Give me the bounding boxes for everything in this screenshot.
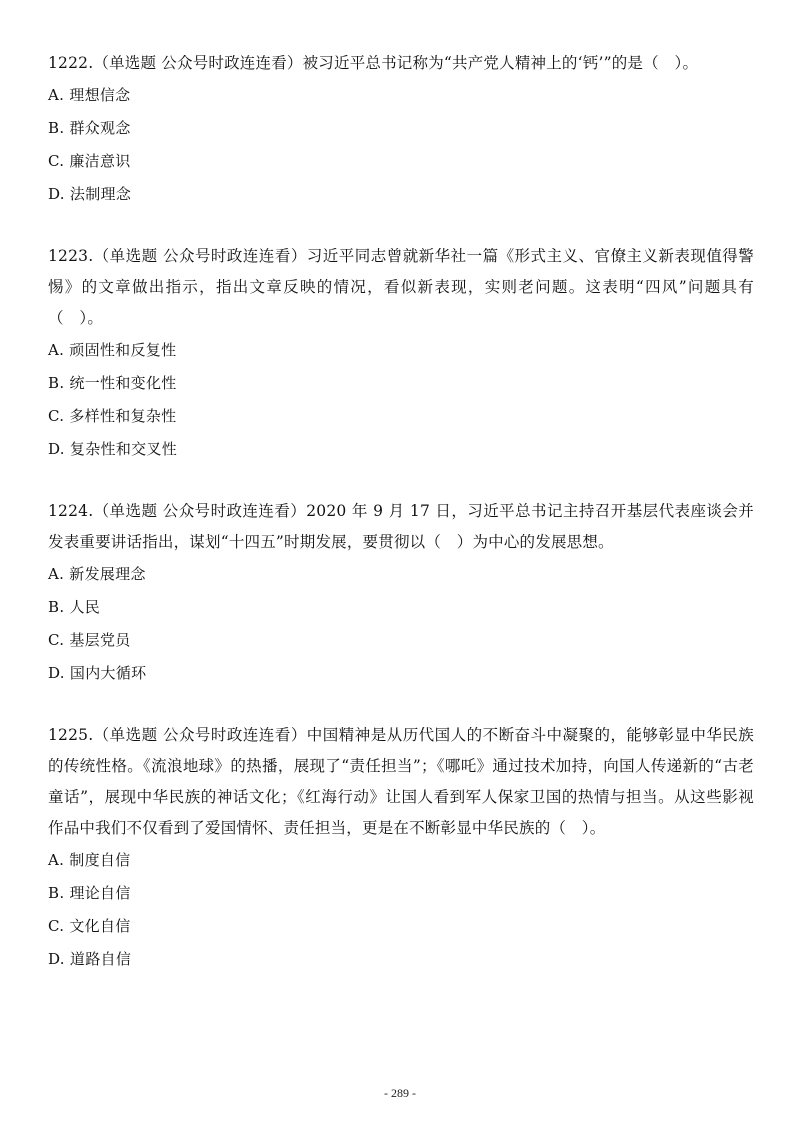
option-c: C. 廉洁意识 (48, 152, 131, 170)
option-c: C. 基层党员 (48, 631, 131, 649)
option-d: D. 复杂性和交叉性 (48, 440, 178, 458)
option-d: D. 道路自信 (48, 950, 132, 968)
option-d: D. 国内大循环 (48, 664, 147, 682)
option-list (48, 844, 754, 976)
option-a: A. 理想信念 (48, 86, 131, 104)
question-page (48, 48, 754, 1006)
option-c: C. 文化自信 (48, 917, 131, 935)
option-a: A. 制度自信 (48, 851, 131, 869)
question-1223 (48, 241, 754, 466)
question-1225 (48, 720, 754, 976)
option-list (48, 334, 754, 466)
option-b: B. 群众观念 (48, 119, 131, 137)
option-a: A. 顽固性和反复性 (48, 341, 177, 359)
option-d: D. 法制理念 (48, 185, 132, 203)
option-b: B. 统一性和变化性 (48, 374, 177, 392)
question-stem: 1224.（单选题 公众号时政连连看）2020 年 9 月 17 日，习近平总书记主持召开基层代表座谈会并发表重要讲话指出，谋划“十四五”时期发展，要贯彻以（ ）为中心的发展思想。 (48, 502, 754, 551)
question-stem: 1225.（单选题 公众号时政连连看）中国精神是从历代国人的不断奋斗中凝聚的，能够彰显中华民族的传统性格。《流浪地球》的热播，展现了“责任担当”；《哪吒》通过技术加持，向国人传递新的“古老童话”，展现中华民族的神话文化；《红海行动》让国人看到军人保家卫国的热情与担当。从这些影视作品中我们不仅看到了爱国情怀、责任担当，更是在不断彰显中华民族的（ ）。 (48, 726, 754, 837)
option-b: B. 理论自信 (48, 884, 131, 902)
option-c: C. 多样性和复杂性 (48, 407, 177, 425)
question-stem: 1222.（单选题 公众号时政连连看）被习近平总书记称为“共产党人精神上的‘钙’”的是（ ）。 (48, 54, 699, 72)
page-number: - 289 - (384, 1086, 416, 1100)
question-1224 (48, 496, 754, 690)
option-a: A. 新发展理念 (48, 565, 146, 583)
question-1222 (48, 48, 754, 211)
option-list (48, 558, 754, 690)
question-stem: 1223.（单选题 公众号时政连连看）习近平同志曾就新华社一篇《形式主义、官僚主义新表现值得警惕》的文章做出指示，指出文章反映的情况，看似新表现，实则老问题。这表明“四风”问题具有（ ）。 (48, 247, 754, 327)
option-list (48, 79, 754, 211)
option-b: B. 人民 (48, 598, 101, 616)
